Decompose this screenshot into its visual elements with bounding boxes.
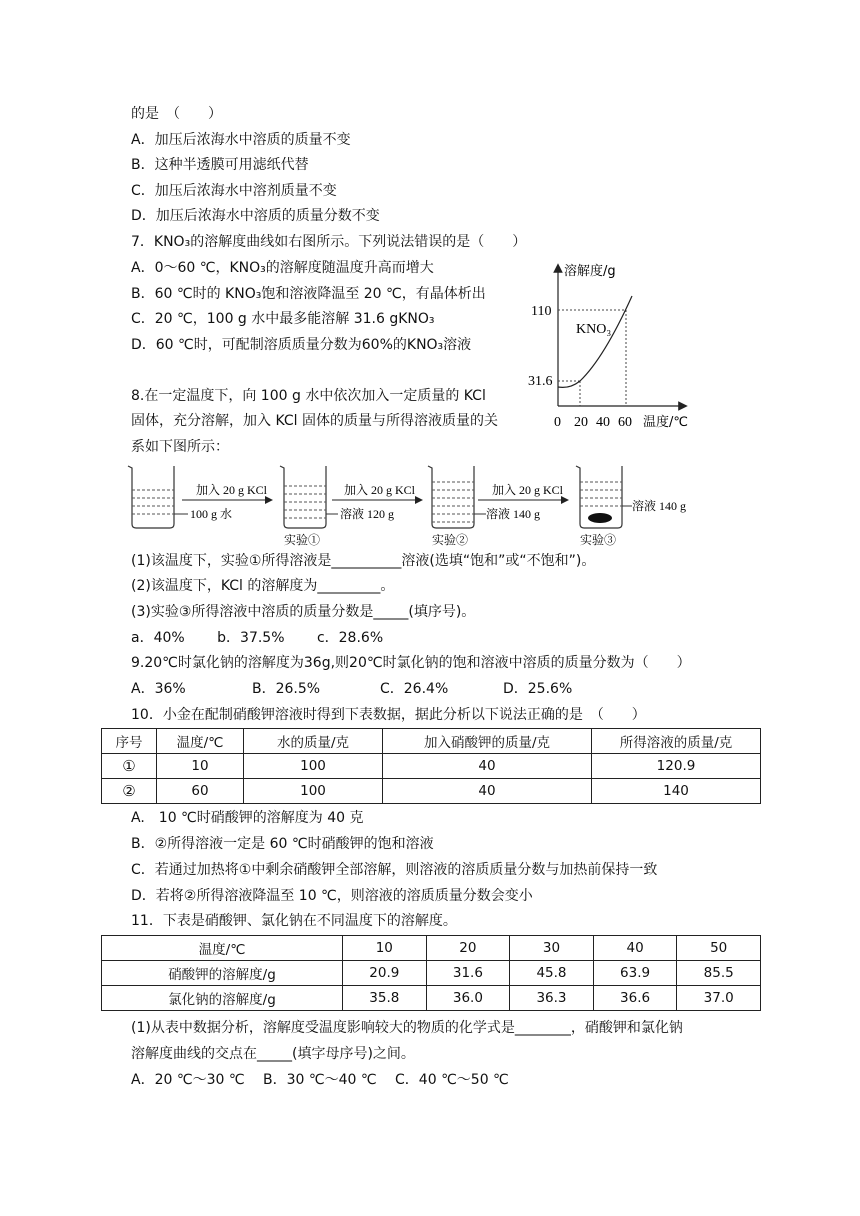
table-cell: 40 [383,754,592,779]
curve-label: KNO₃ [576,322,612,337]
table-cell: ② [102,779,157,804]
table-header: 序号 [102,729,157,754]
question-11-options: A．20 ℃～30 ℃ B．30 ℃～40 ℃ C．40 ℃～50 ℃ [131,1072,509,1088]
table-cell: 100 [244,754,383,779]
table-header: 50 [677,936,761,961]
table-cell: 40 [383,779,592,804]
y-axis-label: 溶解度/g [564,264,616,279]
text-line: A．加压后浓海水中溶质的质量不变 [131,132,351,148]
question-11-part-1: (1)从表中数据分析，溶解度受温度影响较大的物质的化学式是________，硝酸钾和氯化钠 [131,1020,683,1036]
question-9-option-c: C．26.4% [380,681,449,697]
experiment-label-2: 实验② [432,533,469,547]
question-10-option-b: B．②所得溶液一定是 60 ℃时硝酸钾的饱和溶液 [131,836,434,852]
table-header-row [102,729,761,754]
question-8-part-2: (2)该温度下，KCl 的溶解度为_________。 [131,578,395,594]
table-row [102,961,761,986]
table-header-row [102,936,761,961]
question-10-option-c: C．若通过加热将①中剩余硝酸钾全部溶解，则溶液的溶质质量分数与加热前保持一致 [131,862,658,878]
experiment-diagram [126,460,716,548]
question-8-stem: 固体，充分溶解，加入 KCl 固体的质量与所得溶液质量的关 [131,413,498,429]
text-line: D．加压后浓海水中溶质的质量分数不变 [131,208,380,224]
table-cell: 36.3 [510,986,594,1011]
question-9-option-a: A．36% [131,681,186,697]
y-tick-110: 110 [531,304,552,319]
question-10-option-a: A. 10 ℃时硝酸钾的溶解度为 40 克 [131,810,364,826]
beaker-experiment-1 [280,466,326,528]
undissolved-solid [588,513,612,523]
x-tick-60: 60 [618,415,632,430]
table-header: 加入硝酸钾的质量/克 [383,729,592,754]
question-10-stem: 10．小金在配制硝酸钾溶液时得到下表数据，据此分析以下说法正确的是 （ ） [131,707,646,723]
question-8-options: a．40% b．37.5% c．28.6% [131,630,384,646]
table-cell: 36.0 [426,986,510,1011]
question-11-stem: 11．下表是硝酸钾、氯化钠在不同温度下的溶解度。 [131,913,457,929]
table-header: 温度/℃ [102,936,343,961]
table-header: 20 [426,936,510,961]
question-7-option-d: D．60 ℃时，可配制溶质质量分数为60%的KNO₃溶液 [131,337,472,353]
table-cell: 45.8 [510,961,594,986]
x-tick-40: 40 [596,415,610,430]
question-11-part-1-cont: 溶解度曲线的交点在_____(填字母序号)之间。 [131,1046,415,1062]
table-cell: 60 [157,779,244,804]
table-cell: 20.9 [343,961,427,986]
table-header: 温度/℃ [157,729,244,754]
question-7-stem: 7．KNO₃的溶解度曲线如右图所示。下列说法错误的是（ ） [131,234,527,250]
table-header: 所得溶液的质量/克 [592,729,761,754]
table-cell: 31.6 [426,961,510,986]
question-7-option-a: A．0～60 ℃，KNO₃的溶解度随温度升高而增大 [131,260,434,276]
experiment-label-3: 实验③ [580,533,617,547]
add-label-3: 加入 20 g KCl [492,483,564,497]
experiment-label-1: 实验① [284,533,321,547]
table-q11 [101,935,761,1011]
solution-label-2: 溶液 140 g [486,507,541,521]
table-row [102,779,761,804]
question-8-part-1: (1)该温度下，实验①所得溶液是__________溶液(选填“饱和”或“不饱和”)。 [131,553,596,569]
solution-label-3: 溶液 140 g [632,499,687,513]
question-7-option-c: C．20 ℃，100 g 水中最多能溶解 31.6 gKNO₃ [131,311,435,327]
table-row [102,754,761,779]
table-cell: 63.9 [593,961,677,986]
table-cell: ① [102,754,157,779]
x-tick-20: 20 [574,415,588,430]
beaker-experiment-3 [576,466,622,528]
table-header: 10 [343,936,427,961]
table-header: 水的质量/克 [244,729,383,754]
text-line: 的是 （ ） [131,106,222,122]
table-cell: 37.0 [677,986,761,1011]
question-9-option-d: D．25.6% [503,681,573,697]
add-label-1: 加入 20 g KCl [196,483,268,497]
question-9-option-b: B．26.5% [252,681,321,697]
text-line: B．这种半透膜可用滤纸代替 [131,157,309,173]
question-7-option-b: B．60 ℃时的 KNO₃饱和溶液降温至 20 ℃，有晶体析出 [131,286,486,302]
text-line: C．加压后浓海水中溶剂质量不变 [131,183,337,199]
table-cell: 氯化钠的溶解度/g [102,986,343,1011]
table-header: 40 [593,936,677,961]
y-tick-31-6: 31.6 [528,374,553,389]
table-cell: 85.5 [677,961,761,986]
table-cell: 36.6 [593,986,677,1011]
water-label: 100 g 水 [190,507,233,521]
table-cell: 硝酸钾的溶解度/g [102,961,343,986]
question-8-stem: 系如下图所示： [131,439,229,455]
table-cell: 10 [157,754,244,779]
table-cell: 140 [592,779,761,804]
beaker-water [128,466,174,528]
beaker-experiment-2 [428,466,474,528]
table-cell: 120.9 [592,754,761,779]
table-row [102,986,761,1011]
solution-label-1: 溶液 120 g [340,507,395,521]
table-q10 [101,728,761,804]
table-header: 30 [510,936,594,961]
table-cell: 35.8 [343,986,427,1011]
x-axis-label: 温度/℃ [643,415,688,430]
question-8-part-3: (3)实验③所得溶液中溶质的质量分数是_____(填序号)。 [131,604,476,620]
add-label-2: 加入 20 g KCl [344,483,416,497]
question-10-option-d: D．若将②所得溶液降温至 10 ℃，则溶液的溶质质量分数会变小 [131,888,533,904]
solubility-graph [528,258,708,433]
question-9-stem: 9.20℃时氯化钠的溶解度为36g,则20℃时氯化钠的饱和溶液中溶质的质量分数为（ ） [131,655,691,671]
table-cell: 100 [244,779,383,804]
x-tick-0: 0 [554,415,561,430]
question-8-stem: 8.在一定温度下，向 100 g 水中依次加入一定质量的 KCl [131,388,486,404]
